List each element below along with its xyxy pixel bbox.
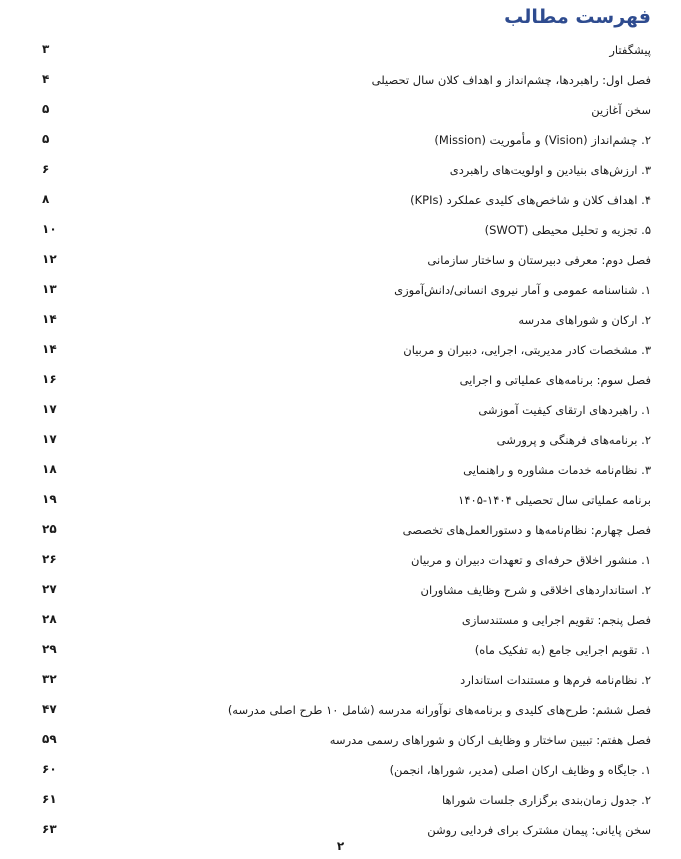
toc-entry-title: ۲. برنامه‌های فرهنگی و پرورشی xyxy=(496,433,651,447)
toc-entry-title: ۵. تجزیه و تحلیل محیطی (SWOT) xyxy=(484,223,651,237)
toc-entry[interactable] xyxy=(0,426,681,456)
toc-entry-title: ۱. منشور اخلاق حرفه‌ای و تعهدات دبیران و مربیان xyxy=(411,553,651,567)
toc-entry-page-number: ۱۸ xyxy=(42,462,57,476)
toc-entry[interactable] xyxy=(0,246,681,276)
toc-list xyxy=(0,36,681,846)
toc-entry-page-number: ۲۶ xyxy=(42,552,57,566)
toc-entry-page-number: ۱۹ xyxy=(42,492,57,506)
toc-entry[interactable] xyxy=(0,696,681,726)
toc-entry[interactable] xyxy=(0,156,681,186)
toc-entry-title: ۳. مشخصات کادر مدیریتی، اجرایی، دبیران و مربیان xyxy=(403,343,651,357)
toc-entry-page-number: ۶۳ xyxy=(42,822,57,836)
toc-entry[interactable] xyxy=(0,726,681,756)
page-number: ۲ xyxy=(336,839,345,853)
toc-entry-page-number: ۴ xyxy=(42,72,50,86)
toc-entry[interactable] xyxy=(0,96,681,126)
toc-entry-title: ۳. نظام‌نامه خدمات مشاوره و راهنمایی xyxy=(463,463,651,477)
toc-entry[interactable] xyxy=(0,336,681,366)
toc-entry-page-number: ۲۸ xyxy=(42,612,57,626)
toc-entry-title: ۱. تقویم اجرایی جامع (به تفکیک ماه) xyxy=(474,643,651,657)
toc-entry[interactable] xyxy=(0,306,681,336)
toc-entry-page-number: ۶ xyxy=(42,162,50,176)
toc-entry[interactable] xyxy=(0,486,681,516)
toc-title: فهرست مطالب xyxy=(504,6,651,28)
toc-entry-title: فصل دوم: معرفی دبیرستان و ساختار سازمانی xyxy=(427,253,651,267)
toc-entry-page-number: ۱۲ xyxy=(42,252,57,266)
toc-entry-title: فصل ششم: طرح‌های کلیدی و برنامه‌های نوآورانه مدرسه (شامل ۱۰ طرح اصلی مدرسه) xyxy=(227,703,651,717)
toc-entry-page-number: ۴۷ xyxy=(42,702,57,716)
toc-entry[interactable] xyxy=(0,756,681,786)
toc-entry-title: ۱. راهبردهای ارتقای کیفیت آموزشی xyxy=(478,403,651,417)
toc-entry-page-number: ۵۹ xyxy=(42,732,57,746)
toc-entry-title: ۲. جدول زمان‌بندی برگزاری جلسات شوراها xyxy=(441,793,651,807)
toc-entry-title: ۲. استانداردهای اخلاقی و شرح وظایف مشاوران xyxy=(420,583,651,597)
toc-entry[interactable] xyxy=(0,396,681,426)
toc-entry-title: ۴. اهداف کلان و شاخص‌های کلیدی عملکرد (KPIs) xyxy=(410,193,651,207)
toc-entry[interactable] xyxy=(0,366,681,396)
toc-entry-page-number: ۱۷ xyxy=(42,402,57,416)
toc-entry-page-number: ۳ xyxy=(42,42,50,56)
toc-entry-page-number: ۲۷ xyxy=(42,582,57,596)
toc-entry[interactable] xyxy=(0,546,681,576)
toc-entry[interactable] xyxy=(0,126,681,156)
toc-entry-page-number: ۱۴ xyxy=(42,342,57,356)
toc-entry-title: فصل سوم: برنامه‌های عملیاتی و اجرایی xyxy=(459,373,651,387)
toc-entry-page-number: ۳۲ xyxy=(42,672,57,686)
toc-entry-page-number: ۵ xyxy=(42,102,50,116)
toc-entry[interactable] xyxy=(0,576,681,606)
toc-entry-title: فصل پنجم: تقویم اجرایی و مستندسازی xyxy=(461,613,651,627)
toc-entry-page-number: ۱۴ xyxy=(42,312,57,326)
toc-entry[interactable] xyxy=(0,66,681,96)
toc-entry-page-number: ۲۹ xyxy=(42,642,57,656)
toc-entry-page-number: ۲۵ xyxy=(42,522,57,536)
toc-entry[interactable] xyxy=(0,786,681,816)
toc-entry-title: ۳. ارزش‌های بنیادین و اولویت‌های راهبردی xyxy=(449,163,651,177)
toc-entry-page-number: ۱۷ xyxy=(42,432,57,446)
toc-entry-title: پیشگفتار xyxy=(609,43,651,57)
toc-entry[interactable] xyxy=(0,216,681,246)
toc-entry-page-number: ۶۱ xyxy=(42,792,57,806)
toc-entry-title: ۱. شناسنامه عمومی و آمار نیروی انسانی/دانش‌آموزی xyxy=(394,283,651,297)
toc-entry-title: برنامه عملیاتی سال تحصیلی ۱۴۰۴-۱۴۰۵ xyxy=(458,493,651,507)
toc-entry[interactable] xyxy=(0,606,681,636)
toc-entry[interactable] xyxy=(0,666,681,696)
toc-entry-title: فصل اول: راهبردها، چشم‌انداز و اهداف کلان سال تحصیلی xyxy=(371,73,651,87)
toc-entry[interactable] xyxy=(0,516,681,546)
toc-entry[interactable] xyxy=(0,456,681,486)
toc-entry-page-number: ۵ xyxy=(42,132,50,146)
toc-entry-page-number: ۱۶ xyxy=(42,372,57,386)
toc-entry-page-number: ۶۰ xyxy=(42,762,57,776)
toc-entry-title: سخن آغازین xyxy=(591,103,651,117)
toc-entry-page-number: ۱۳ xyxy=(42,282,57,296)
toc-entry-title: ۱. جایگاه و وظایف ارکان اصلی (مدیر، شوراها، انجمن) xyxy=(389,763,651,777)
toc-entry[interactable] xyxy=(0,186,681,216)
toc-entry-title: ۲. ارکان و شوراهای مدرسه xyxy=(518,313,651,327)
toc-entry-page-number: ۱۰ xyxy=(42,222,57,236)
toc-entry-title: سخن پایانی: پیمان مشترک برای فردایی روشن xyxy=(427,823,651,837)
toc-entry[interactable] xyxy=(0,636,681,666)
toc-entry-title: ۲. نظام‌نامه فرم‌ها و مستندات استاندارد xyxy=(460,673,651,687)
toc-entry-title: ۲. چشم‌انداز (Vision) و مأموریت (Mission) xyxy=(434,133,651,147)
toc-entry[interactable] xyxy=(0,276,681,306)
toc-entry-title: فصل چهارم: نظام‌نامه‌ها و دستورالعمل‌های تخصصی xyxy=(402,523,651,537)
toc-entry[interactable] xyxy=(0,36,681,66)
toc-entry-title: فصل هفتم: تبیین ساختار و وظایف ارکان و شوراهای رسمی مدرسه xyxy=(329,733,651,747)
toc-entry-page-number: ۸ xyxy=(42,192,50,206)
